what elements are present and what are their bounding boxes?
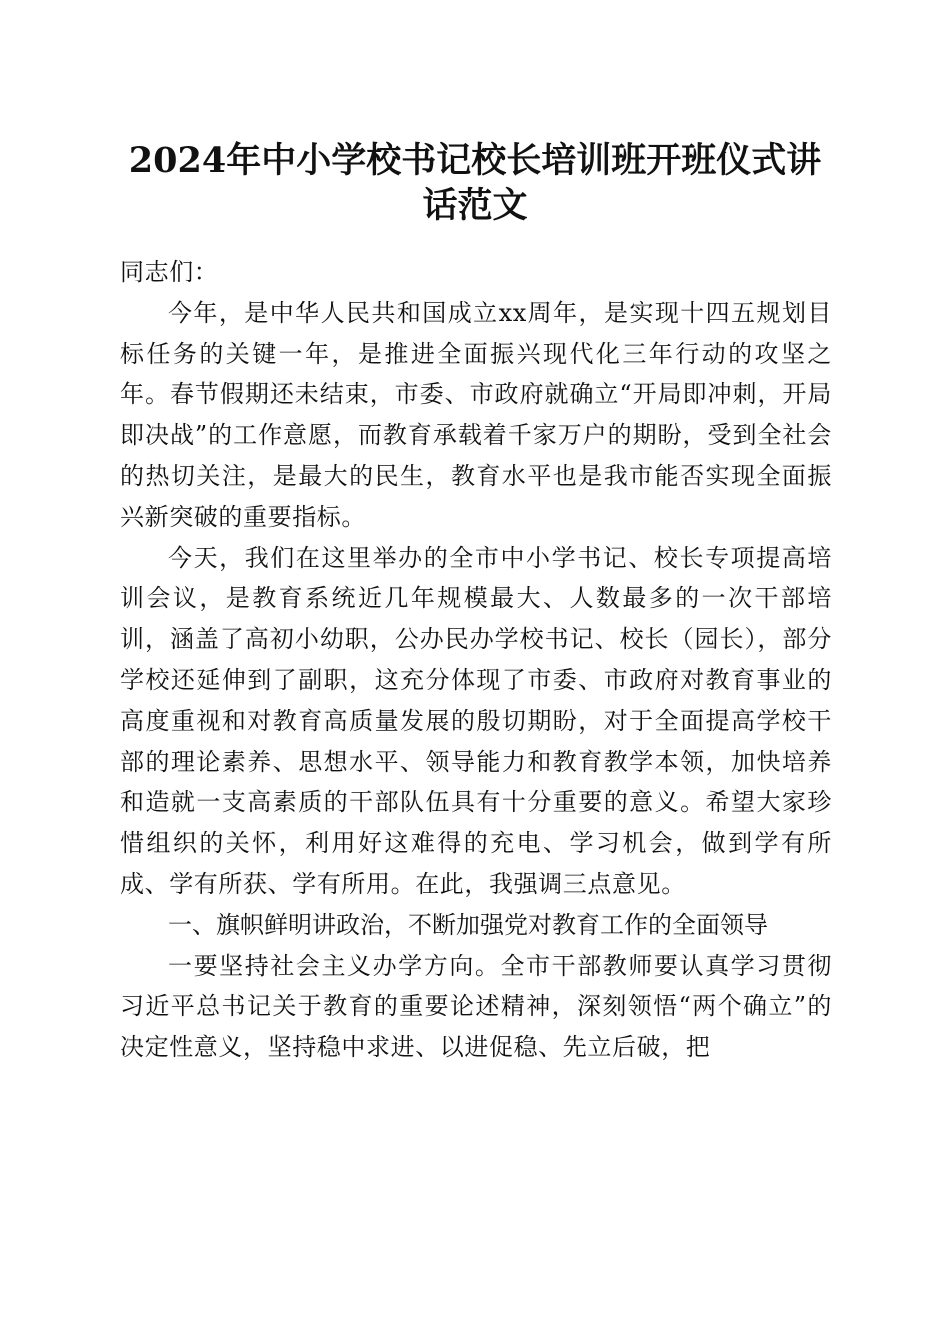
title-line-1: 2024年中小学校书记校长培训班开班仪式讲 (128, 140, 822, 181)
paragraph-2: 今天，我们在这里举办的全市中小学书记、校长专项提高培训会议，是教育系统近几年规模最大、人数最多的一次干部培训，涵盖了高初小幼职，公办民办学校书记、校长（园长），部分学校还延伸到了副职，这充分体现了市委、市政府对教育事业的高度重视和对教育高质量发展的殷切期盼，对于全面提高学校干部的理论素养、思想水平、领导能力和教育教学本领，加快培养和造就一支高素质的干部队伍具有十分重要的意义。希望大家珍惜组织的关怀，利用好这难得的充电、学习机会，做到学有所成、学有所获、学有所用。在此，我强调三点意见。 (120, 543, 832, 898)
document-title (110, 138, 840, 228)
paragraph-1: 今年，是中华人民共和国成立xx周年，是实现十四五规划目标任务的关键一年，是推进全面振兴现代化三年行动的攻坚之年。春节假期还未结束，市委、市政府就确立“开局即冲刺，开局即决战”的工作意愿，而教育承载着千家万户的期盼，受到全社会的热切关注，是最大的民生，教育水平也是我市能否实现全面振兴新突破的重要指标。 (120, 298, 832, 531)
salutation: 同志们： (120, 258, 219, 286)
document-body (120, 252, 832, 1068)
section-1-paragraph: 一要坚持社会主义办学方向。全市干部教师要认真学习贯彻习近平总书记关于教育的重要论述精神，深刻领悟“两个确立”的决定性意义，坚持稳中求进、以进促稳、先立后破，把 (120, 951, 832, 1062)
section-heading-1: 一、旗帜鲜明讲政治，不断加强党对教育工作的全面领导 (168, 910, 768, 939)
title-line-2: 话范文 (422, 185, 528, 226)
